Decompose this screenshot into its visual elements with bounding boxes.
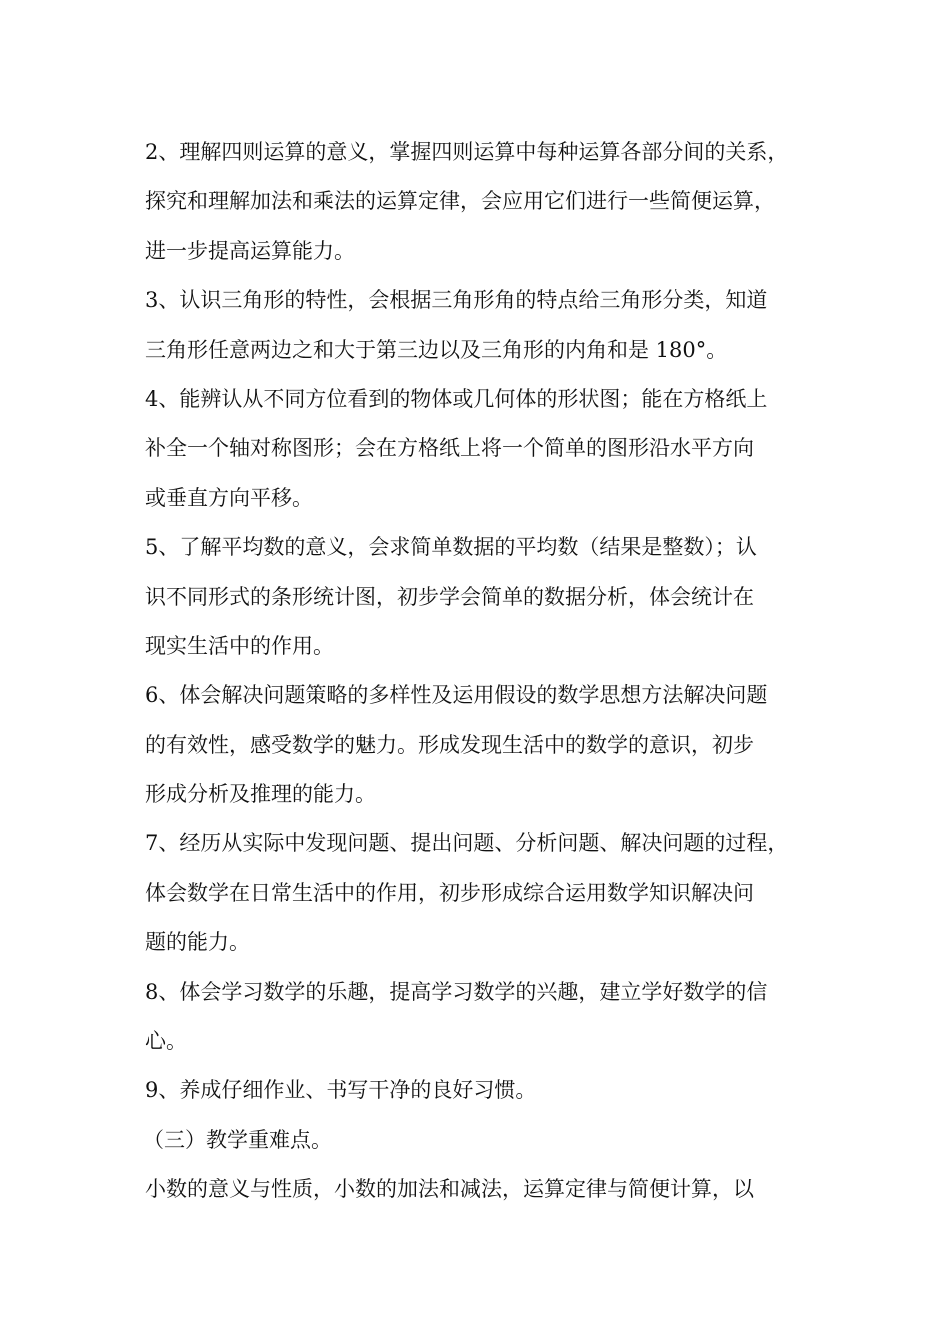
text-line: 的有效性，感受数学的魅力。形成发现生活中的数学的意识，初步 xyxy=(145,732,754,757)
text-line: 题的能力。 xyxy=(145,930,250,955)
text-line: 补全一个轴对称图形；会在方格纸上将一个简单的图形沿水平方向 xyxy=(145,436,754,461)
text-line: 3、认识三角形的特性，会根据三角形角的特点给三角形分类，知道 xyxy=(145,288,768,313)
text-line: 2、理解四则运算的意义，掌握四则运算中每种运算各部分间的关系， xyxy=(145,140,789,164)
text-line: 小数的意义与性质，小数的加法和减法，运算定律与简便计算，以 xyxy=(145,1177,754,1202)
text-line: 5、了解平均数的意义，会求简单数据的平均数（结果是整数）；认 xyxy=(145,535,757,560)
section-heading: （三）教学重难点。 xyxy=(143,1127,332,1152)
text-line: 8、体会学习数学的乐趣，提高学习数学的兴趣，建立学好数学的信 xyxy=(145,979,768,1004)
text-line: 6、体会解决问题策略的多样性及运用假设的数学思想方法解决问题 xyxy=(145,683,768,708)
text-line: 心。 xyxy=(145,1029,187,1054)
text-line: 4、能辨认从不同方位看到的物体或几何体的形状图；能在方格纸上 xyxy=(145,386,768,411)
text-line: 形成分析及推理的能力。 xyxy=(145,782,376,807)
document-body xyxy=(145,128,825,1215)
text-line: 三角形任意两边之和大于第三边以及三角形的内角和是 180°。 xyxy=(145,337,728,362)
text-line: 9、养成仔细作业、书写干净的良好习惯。 xyxy=(145,1078,537,1103)
text-line: 现实生活中的作用。 xyxy=(145,633,334,658)
text-line: 或垂直方向平移。 xyxy=(145,485,313,510)
text-line: 体会数学在日常生活中的作用，初步形成综合运用数学知识解决问 xyxy=(145,880,754,905)
text-line: 进一步提高运算能力。 xyxy=(145,238,355,263)
text-line: 识不同形式的条形统计图，初步学会简单的数据分析，体会统计在 xyxy=(145,584,754,609)
text-line: 探究和理解加法和乘法的运算定律，会应用它们进行一些简便运算， xyxy=(145,189,775,214)
text-line: 7、经历从实际中发现问题、提出问题、分析问题、解决问题的过程， xyxy=(145,831,789,856)
